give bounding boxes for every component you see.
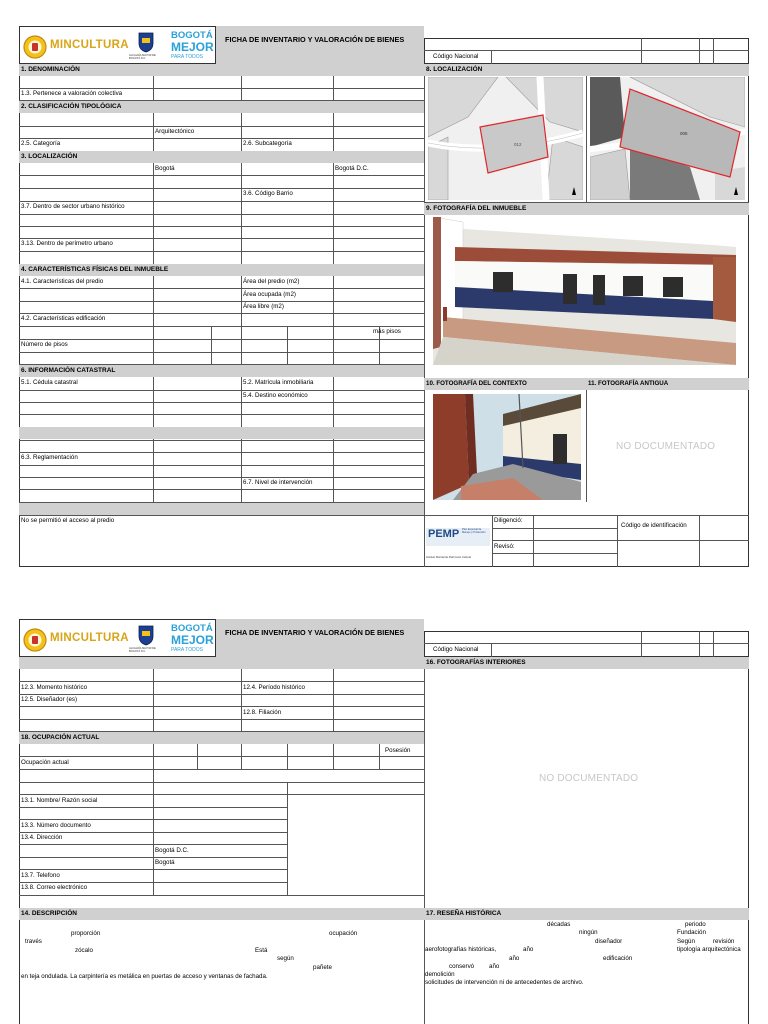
desc-word-esta: Está: [255, 947, 268, 954]
label-13-4: 13.4. Dirección: [21, 834, 63, 841]
label-num-pisos: Número de pisos: [21, 341, 68, 348]
label-mas-pisos: más pisos: [373, 328, 401, 335]
bogota-mejor-logo: BOGOTÁ MEJOR PARA TODOS: [171, 623, 214, 653]
label-reviso: Revisó:: [494, 543, 515, 550]
resena-line: solicitudes de intervención ni de antecedentes de archivo.: [425, 979, 584, 986]
desc-word-zocalo: zócalo: [75, 947, 93, 954]
label-3-6: 3.6. Código Barrio: [243, 190, 293, 197]
label-area-libre: Área libre (m2): [243, 303, 284, 310]
section-16-interiores: 16. FOTOGRAFÍAS INTERIORES: [424, 657, 749, 669]
resena-disenador: diseñador: [595, 938, 623, 945]
section-10-contexto: 10. FOTOGRAFÍA DEL CONTEXTO: [426, 380, 527, 387]
gray-band-1: [19, 427, 424, 439]
label-12-8: 12.8. Filiación: [243, 709, 282, 716]
note-no-acceso: No se permitió el acceso al predio: [21, 517, 115, 524]
alcaldia-shield-icon: [137, 624, 155, 646]
label-12-4: 12.4. Período histórico: [243, 684, 305, 691]
resena-decadas: décadas: [547, 921, 571, 928]
resena-ano-2: año: [509, 955, 520, 962]
section-12-bar: [19, 657, 424, 669]
label-13-8: 13.8. Correo electrónico: [21, 884, 88, 891]
colombia-shield-icon: [23, 35, 47, 59]
label-5-4: 5.4. Destino económico: [243, 392, 308, 399]
label-5-2: 5.2. Matrícula inmobiliaria: [243, 379, 314, 386]
section-17-resena: 17. RESEÑA HISTÓRICA: [424, 908, 749, 920]
label-13-1: 13.1. Nombre/ Razón social: [21, 797, 98, 804]
label-6-7: 6.7. Nivel de intervención: [243, 479, 313, 486]
sheet-page-1: [19, 26, 749, 567]
label-ocupacion-actual: Ocupación actual: [21, 759, 69, 766]
label-3-13: 3.13. Dentro de perímetro urbano: [21, 240, 113, 247]
label-12-3: 12.3. Momento histórico: [21, 684, 88, 691]
label-1-3: 1.3. Pertenece a valoración colectiva: [21, 90, 123, 97]
desc-word-ocupacion: ocupación: [329, 930, 358, 937]
desc-word-traves: través: [25, 938, 42, 945]
resena-ano-3: año: [489, 963, 500, 970]
section-18-ocupacion: 18. OCUPACIÓN ACTUAL: [19, 732, 424, 744]
no-documentado-interiores: NO DOCUMENTADO: [539, 773, 639, 784]
label-area-predio: Área del predio (m2): [243, 278, 300, 285]
label-4-1: 4.1. Características del predio: [21, 278, 104, 285]
label-diligencio: Diligenció:: [494, 517, 523, 524]
bogota-mejor-logo: BOGOTÁ MEJOR PARA TODOS: [171, 30, 214, 60]
label-area-ocupada: Área ocupada (m2): [243, 291, 296, 298]
no-documentado-antigua: NO DOCUMENTADO: [616, 441, 716, 452]
label-13-3: 13.3. Número documento: [21, 822, 91, 829]
mincultura-logo: MINCULTURA: [50, 632, 129, 644]
value-bogota-2: Bogotá: [155, 859, 175, 866]
label-12-5: 12.5. Diseñador (es): [21, 696, 78, 703]
resena-aerofotografias: aerofotografías históricas,: [425, 946, 497, 953]
alcaldia-shield-icon: [137, 31, 155, 53]
value-bogota-dc-2: Bogotá D.C.: [155, 847, 189, 854]
section-11-antigua: 11. FOTOGRAFÍA ANTIGUA: [588, 380, 669, 387]
alcaldia-caption: ALCALDÍA MAYOR DE BOGOTÁ D.C.: [129, 647, 156, 653]
resena-revision: revisión: [713, 938, 735, 945]
resena-ano-1: año: [523, 946, 534, 953]
value-bogota: Bogotá: [155, 165, 175, 172]
section-14-descripcion: 14. DESCRIPCIÓN: [19, 908, 424, 920]
pemp-logo: PEMP Plan Especial de Manejo y Protección Instituto Distrital de Patrimonio Cultural: [426, 519, 492, 565]
resena-conservo: conservó: [449, 963, 475, 970]
header-logo-box-2: [19, 619, 216, 657]
label-13-7: 13.7. Telefono: [21, 872, 60, 879]
resena-periodo: periodo: [685, 921, 706, 928]
page2-frame: [19, 657, 749, 1024]
resena-tipologia: tipología arquitectónica: [677, 946, 741, 953]
section-9-fotografia: 9. FOTOGRAFÍA DEL INMUEBLE: [424, 203, 749, 215]
desc-word-segun: según: [277, 955, 294, 962]
resena-demolicion: demolición: [425, 971, 455, 978]
alcaldia-caption: ALCALDÍA MAYOR DE BOGOTÁ D.C.: [129, 54, 156, 60]
label-posesion: Posesión: [385, 747, 411, 754]
section-2-clasificacion: 2. CLASIFICACIÓN TIPOLÓGICA: [19, 101, 424, 113]
section-6-catastral: 6. INFORMACIÓN CATASTRAL: [19, 365, 424, 377]
resena-ningun: ningún: [579, 929, 598, 936]
header-title-bg: [216, 26, 424, 64]
label-2-6: 2.6. Subcategoría: [243, 140, 292, 147]
context-photo: [433, 394, 581, 500]
desc-word-panete: pañete: [313, 964, 332, 971]
resena-edificacion: edificación: [603, 955, 633, 962]
location-map-left: [428, 77, 583, 200]
header-title-bg-2: [216, 619, 424, 657]
section-8-localizacion: 8. LOCALIZACIÓN: [424, 64, 749, 76]
section-3-localizacion: 3. LOCALIZACIÓN: [19, 151, 424, 163]
label-3-7: 3.7. Dentro de sector urbano histórico: [21, 203, 125, 210]
form-title-2: FICHA DE INVENTARIO Y VALORACIÓN DE BIENES: [225, 628, 405, 637]
section-1-denominacion: 1. DENOMINACIÓN: [19, 64, 424, 76]
resena-fundacion: Fundación: [677, 929, 706, 936]
header-logo-box: [19, 26, 216, 64]
label-codigo-identificacion: Código de identificación: [621, 522, 687, 529]
svg-text:012: 012: [514, 142, 522, 147]
mincultura-logo: MINCULTURA: [50, 39, 129, 51]
gray-band-2: [19, 503, 424, 515]
label-6-3: 6.3. Reglamentación: [21, 454, 78, 461]
resena-segun: Según: [677, 938, 695, 945]
form-title: FICHA DE INVENTARIO Y VALORACIÓN DE BIENES: [225, 35, 405, 44]
value-bogota-dc: Bogotá D.C.: [335, 165, 369, 172]
building-photo: [433, 217, 736, 365]
label-4-2: 4.2. Características edificación: [21, 315, 106, 322]
codigo-nacional-label: Código Nacional: [433, 53, 479, 60]
value-arquitectonico: Arquitectónico: [155, 128, 195, 135]
sheet-page-2: [19, 619, 749, 1024]
section-4-caracteristicas: 4. CARACTERÍSTICAS FÍSICAS DEL INMUEBLE: [19, 264, 424, 276]
svg-text:006: 006: [680, 131, 688, 136]
label-5-1: 5.1. Cédula catastral: [21, 379, 78, 386]
codigo-nacional-label-2: Código Nacional: [433, 646, 479, 653]
desc-word-proporcion: proporción: [71, 930, 101, 937]
location-map-right: [590, 77, 745, 200]
desc-line: en teja ondulada. La carpintería es metálica en puertas de acceso y ventanas de fachada.: [21, 973, 268, 980]
label-2-5: 2.5. Categoría: [21, 140, 61, 147]
colombia-shield-icon: [23, 628, 47, 652]
